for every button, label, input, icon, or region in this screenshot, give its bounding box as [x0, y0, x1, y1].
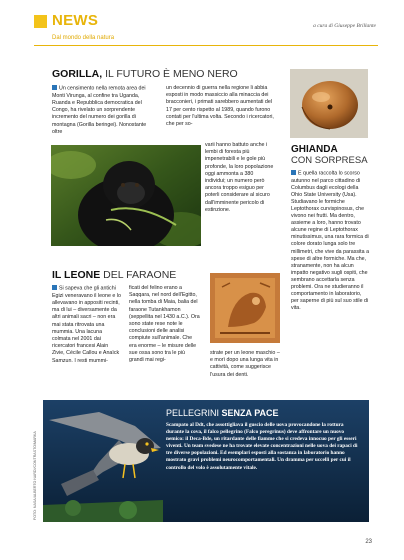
gorilla-photo — [51, 145, 201, 246]
ghianda-col — [291, 170, 369, 312]
ghianda-headline-bold: GHIANDA — [291, 144, 338, 155]
gorilla-photo-svg — [51, 145, 201, 246]
lead-square-icon — [291, 170, 296, 175]
page-number: 23 — [365, 539, 372, 545]
leone-col-2: ficati del felino erano a Saqqara, nel nord dell'Egitto, nella tomba di Maia, balia del faraone Tutankhamon (seppellita nel 1430 a.C.). Ora sono state rese note le conclusioni delle analisi compiute sull'animale. Che era enorme – le misure delle sue ossa sono tra le più grandi mai regi- — [129, 285, 200, 364]
gorilla-col-1 — [52, 85, 156, 136]
pellegrini-headline-light: PELLEGRINI — [166, 408, 220, 418]
gorilla-headline-bold: GORILLA, — [52, 68, 103, 80]
header-rule — [34, 45, 378, 46]
lion-photo-svg — [210, 273, 280, 343]
ghianda-text: E quella raccolta lo scorso autunno nel parco cittadino di Columbus dagli ecologi della Ohio State University (Usa). Studiavano le formiche Leptothorax curvispinosus, che vivono nei frutti. Ma dentro, assieme a loro, hanno trovato alcune regine di Leptothorax minutissimus, una rara formica di colore dorato lunga solo tre millimetri, che vive da parassita a spese di altre formiche. Ma che, stranamente, non ha alcun impatto negativo sugli ospiti, che sembrano accettarla senza problemi. Ora ne studieranno il comportamento in laboratorio, per saperne di più sul suo stile di vita. — [291, 170, 370, 312]
pellegrini-text: Scampato al Ddt, che assottigliava il guscio delle uova provocandone la rottura durante la cova, il falco pellegrino (Falco peregrinus) deve affrontare un nuovo nemico: il Deca-Bde, un ritardante delle fiamme che si credeva innocuo per gli esseri viventi. Un team svedese ne ha trovate elevate concentrazioni nelle uova dei rapaci di tre diverse popolazioni. Ed esemplari esposti alla sostanza in laboratorio hanno mostrato gravi problemi neurocomportamentali. Un dramma per uccelli per cui il controllo del volo è assolutamente vitale. — [166, 422, 358, 471]
lead-square-icon — [52, 85, 57, 90]
lion-photo — [210, 273, 280, 343]
pellegrini-headline-bold: SENZA PACE — [221, 408, 279, 418]
leone-col-3: strate per un leone maschio – e morì dopo una lunga vita in cattività, come suggerisce l'usura dei denti. — [210, 350, 280, 378]
gorilla-text-1: Un censimento nella remota area dei Monti Virunga, al confine tra Uganda, Ruanda e Repubblica democratica del Congo, ha rivelato un sorprendente incremento del numero dei gorilla di montagna (Gorilla beringei). Nonostante oltre — [52, 85, 147, 135]
ghianda-headline-light: CON SORPRESA — [291, 155, 368, 166]
pellegrini-headline — [166, 408, 279, 418]
leone-col-1 — [52, 285, 121, 365]
gorilla-col-2a: un decennio di guerra nella regione li abbia esposti in modo massiccio alla minaccia dei bracconieri, i primati sarebbero aumentati del 17 per cento rispetto al 1989, quando furono contati per l'ultima volta. Secondo i ricercatori, che per so- — [166, 85, 274, 128]
photo-credit: FOTO: NASA/ALBERTO NARDI/CONTRASTO/MARKA — [33, 431, 37, 520]
section-title: NEWS — [52, 12, 99, 29]
leone-headline-light: DEL FARAONE — [103, 269, 177, 281]
lead-square-icon — [52, 285, 57, 290]
ghianda-headline-bold-wrap — [291, 145, 338, 155]
editor-credit: a cura di Giuseppe Brillante — [313, 23, 376, 29]
leone-text-1: Si sapeva che gli antichi Egizi veneravano il leone e lo allevavano in appositi recinti, ma di lui – diversamente da altri animali sacri – non era mai stata ritrovata una mummia. Una lacuna colmata nel 2001 dai ricercatori francesi Alain Zivie, Cécile Callou e Anaïck Samzun. I resti mummi- — [52, 285, 121, 364]
ghianda-headline-light-wrap — [291, 156, 368, 166]
acorn-photo-svg — [290, 69, 368, 138]
section-subtitle: Dal mondo della natura — [52, 35, 115, 41]
gorilla-col-2b: varii hanno battuto anche i lembi di foresta più impenetrabili e le gole più profonde, la loro popolazione oggi ammonta a 380 individui; un numero però ancora troppo esiguo per poterli considerare al sicuro dall'imminente pericolo di estinzione. — [205, 142, 274, 213]
leone-headline — [52, 270, 176, 281]
news-square-icon — [34, 15, 47, 28]
gorilla-headline-light: IL FUTURO È MENO NERO — [105, 68, 238, 80]
acorn-photo — [290, 69, 368, 138]
leone-headline-bold: IL LEONE — [52, 269, 101, 281]
gorilla-headline — [52, 69, 238, 80]
